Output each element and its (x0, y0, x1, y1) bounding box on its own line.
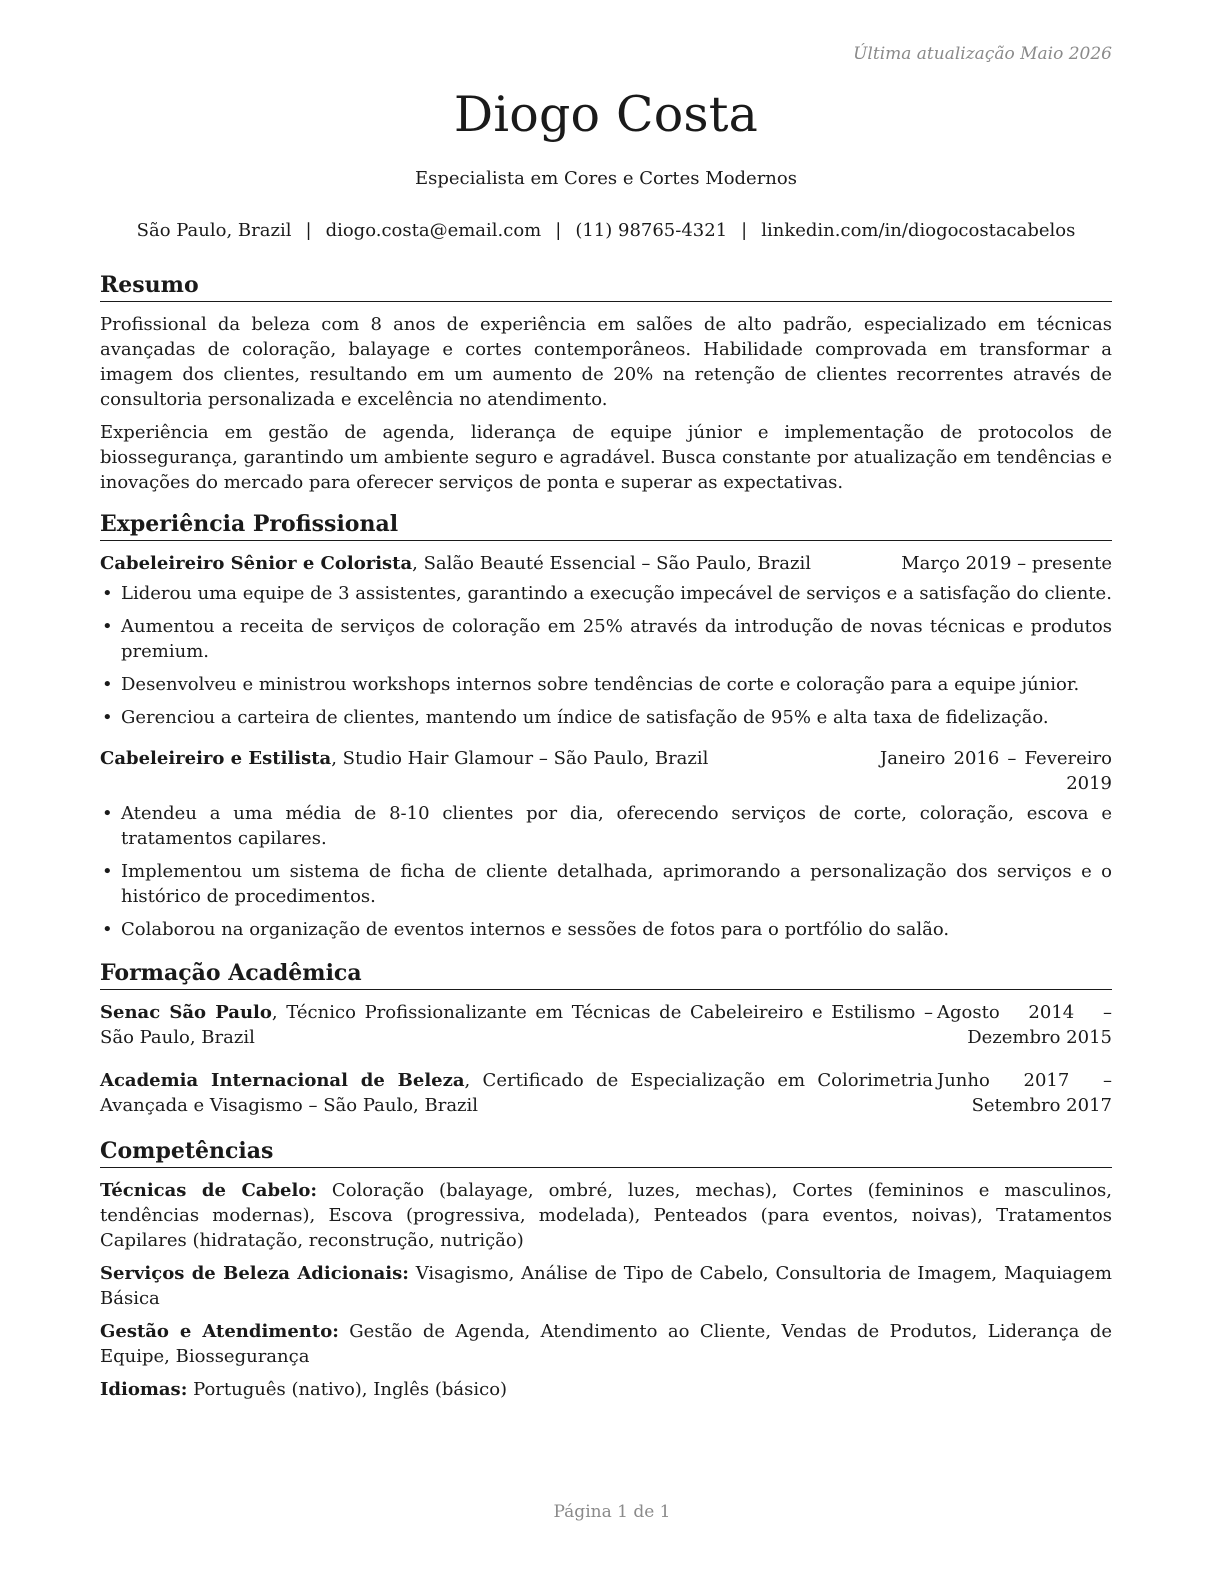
job-role: Cabeleireiro e Estilista (100, 748, 332, 769)
education-title-line (100, 1068, 933, 1118)
education-detail: , Técnico Profissionalizante em Técnicas de Cabeleireiro e Estilismo – São Paulo, Brazil (100, 1002, 933, 1048)
education-heading: Formação Acadêmica (100, 958, 1112, 990)
contact-line (100, 220, 1112, 241)
education-dates: Junho 2017 – Setembro 2017 (937, 1070, 1112, 1116)
skills-section (100, 1136, 1112, 1402)
job-bullets (100, 801, 1112, 942)
experience-section (100, 509, 1112, 942)
job-bullets (100, 581, 1112, 730)
education-school: Senac São Paulo (100, 1002, 272, 1023)
list-item: • Liderou uma equipe de 3 assistentes, garantindo a execução impecável de serviços e a satisfação do cliente. (100, 581, 1112, 606)
education-title-line (100, 1000, 933, 1050)
contact-location: São Paulo, Brazil (136, 220, 292, 241)
skill-label: Gestão e Atendimento: (100, 1321, 339, 1342)
list-item: • Desenvolveu e ministrou workshops internos sobre tendências de corte e coloração para a equipe júnior. (100, 672, 1112, 697)
resume-content (100, 270, 1112, 1416)
skill-label: Serviços de Beleza Adicionais: (100, 1263, 409, 1284)
skill-line (100, 1319, 1112, 1369)
list-item: • Gerenciou a carteira de clientes, mantendo um índice de satisfação de 95% e alta taxa de fidelização. (100, 705, 1112, 730)
job-dates: Janeiro 2016 – Fevereiro 2019 (880, 748, 1112, 794)
job-employer: , Studio Hair Glamour – São Paulo, Brazil (331, 748, 709, 769)
summary-paragraph: Experiência em gestão de agenda, liderança de equipe júnior e implementação de protocolos de biossegurança, garantindo um ambiente seguro e agradável. Busca constante por atualização em tendências e inovações do mercado para oferecer serviços de ponta e superar as expectativas. (100, 422, 1112, 493)
list-item: • Aumentou a receita de serviços de coloração em 25% através da introdução de novas técnicas e produtos premium. (100, 614, 1112, 664)
education-dates: Agosto 2014 – Dezembro 2015 (937, 1002, 1112, 1048)
summary-paragraph: Profissional da beleza com 8 anos de experiência em salões de alto padrão, especializado em técnicas avançadas de coloração, balayage e cortes contemporâneos. Habilidade comprovada em transformar a imagem dos clientes, resultando em um aumento de 20% na retenção de clientes recorrentes através de consultoria personalizada e excelência no atendimento. (100, 314, 1112, 410)
list-item: • Colaborou na organização de eventos internos e sessões de fotos para o portfólio do salão. (100, 917, 1112, 942)
experience-heading: Experiência Profissional (100, 509, 1112, 541)
education-entry (100, 1068, 1112, 1118)
job-header (100, 551, 1112, 576)
job-dates: Março 2019 – presente (901, 553, 1112, 574)
skill-line (100, 1377, 1112, 1402)
skill-label: Técnicas de Cabelo: (100, 1180, 317, 1201)
education-entry (100, 1000, 1112, 1050)
skill-line (100, 1178, 1112, 1253)
contact-phone: (11) 98765-4321 (575, 220, 728, 241)
job-title-line (100, 746, 860, 771)
last-updated: Última atualização Maio 2026 (853, 44, 1112, 64)
education-school: Academia Internacional de Beleza (100, 1070, 465, 1091)
skill-value: Coloração (balayage, ombré, luzes, mechas), Cortes (femininos e masculinos, tendências modernas), Escova (progressiva, modelada), Penteados (para eventos, noivas), Tratamentos Capilares (hidratação, reconstrução, nutrição) (100, 1180, 1112, 1251)
list-item: • Implementou um sistema de ficha de cliente detalhada, aprimorando a personalização dos serviços e o histórico de procedimentos. (100, 859, 1112, 909)
job-title-line (100, 551, 881, 576)
skill-value: Português (nativo), Inglês (básico) (187, 1379, 508, 1400)
job-header (100, 746, 1112, 796)
skill-value: Gestão de Agenda, Atendimento ao Cliente, Vendas de Produtos, Liderança de Equipe, Biossegurança (100, 1321, 1113, 1367)
job-entry (100, 551, 1112, 730)
skills-heading: Competências (100, 1136, 1112, 1168)
skill-value: Visagismo, Análise de Tipo de Cabelo, Consultoria de Imagem, Maquiagem Básica (100, 1263, 1112, 1309)
list-item: • Atendeu a uma média de 8-10 clientes por dia, oferecendo serviços de corte, coloração, escova e tratamentos capilares. (100, 801, 1112, 851)
contact-email[interactable]: diogo.costa@email.com (325, 220, 542, 241)
job-employer: , Salão Beauté Essencial – São Paulo, Brazil (412, 553, 811, 574)
skill-line (100, 1261, 1112, 1311)
contact-separator: | (741, 220, 748, 241)
page-number: Página 1 de 1 (553, 1502, 671, 1522)
contact-separator: | (305, 220, 312, 241)
summary-section (100, 270, 1112, 495)
education-detail: , Certificado de Especialização em Colorimetria Avançada e Visagismo – São Paulo, Brazil (100, 1070, 933, 1116)
contact-linkedin[interactable]: linkedin.com/in/diogocostacabelos (761, 220, 1076, 241)
summary-heading: Resumo (100, 270, 1112, 302)
tagline: Especialista em Cores e Cortes Modernos (415, 168, 797, 189)
skill-label: Idiomas: (100, 1379, 188, 1400)
candidate-name: Diogo Costa (453, 86, 759, 143)
job-entry (100, 746, 1112, 942)
contact-separator: | (555, 220, 562, 241)
education-section (100, 958, 1112, 1118)
job-role: Cabeleireiro Sênior e Colorista (100, 553, 413, 574)
